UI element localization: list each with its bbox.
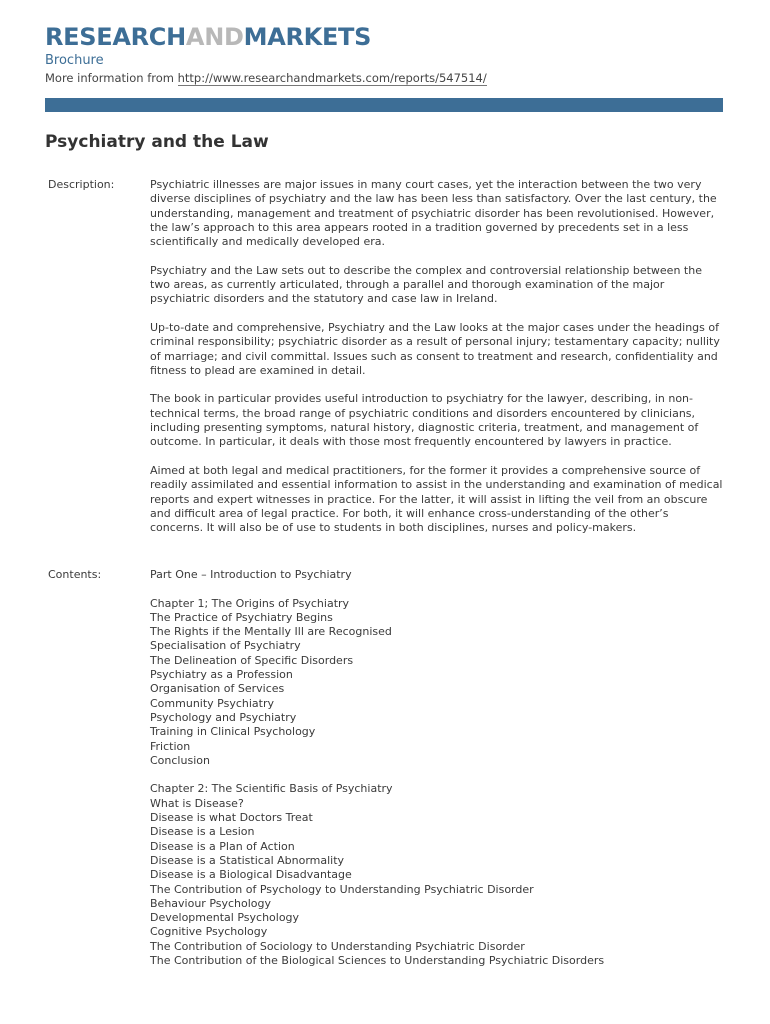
contents-label: Contents:: [48, 568, 102, 581]
more-info-line: [45, 70, 487, 86]
chapter-heading: Chapter 1; The Origins of Psychiatry: [150, 596, 350, 610]
toc-item: What is Disease?: [150, 796, 244, 810]
page-title: Psychiatry and the Law: [45, 132, 269, 152]
contents-list: [150, 568, 725, 968]
report-link[interactable]: http://www.researchandmarkets.com/reports/547514/: [177, 71, 487, 85]
toc-item: Training in Clinical Psychology: [150, 725, 316, 739]
toc-item: Disease is a Plan of Action: [150, 839, 295, 853]
toc-item: Behaviour Psychology: [150, 896, 272, 910]
toc-item: Friction: [150, 739, 191, 753]
toc-item: Disease is a Biological Disadvantage: [150, 868, 352, 882]
description-paragraph: The book in particular provides useful introduction to psychiatry for the lawyer, describing, in non-technical terms, the broad range of psychiatric conditions and disorders encountered by clinicians, including presenting symptoms, natural history, diagnostic criteria, treatment, and management of outcome. In particular, it deals with those most frequently encountered by lawyers in practice.: [150, 392, 699, 449]
logo-research: RESEARCH: [45, 23, 186, 51]
description-paragraph: Psychiatric illnesses are major issues in many court cases, yet the interaction between the two very diverse disciplines of psychiatry and the law has been less than satisfactory. Over the last century, the understanding, management and treatment of psychiatric disorder has been revolutionised. However, the law’s approach to this area appears rooted in a tradition governed by precedents set in a less scientifically and medically developed era.: [150, 178, 717, 249]
logo-markets: MARKETS: [243, 23, 372, 51]
description-paragraph: Up-to-date and comprehensive, Psychiatry and the Law looks at the major cases under the headings of criminal responsibility; psychiatric disorder as a result of personal injury; testamentary capacity; nullity of marriage; and civil committal. Issues such as consent to treatment and research, confidentiality and fitness to plead are examined in detail.: [150, 320, 720, 377]
description-body: [150, 178, 725, 550]
chapter-2-list: [150, 782, 725, 968]
toc-item: The Rights if the Mentally Ill are Recognised: [150, 625, 392, 639]
description-paragraph: Aimed at both legal and medical practitioners, for the former it provides a comprehensive source of readily assimilated and essential information to assist in the understanding and examination of medical reports and expert witnesses in practice. For the latter, it will assist in lifting the veil from an obscure and difficult area of legal practice. For both, it will enhance cross-understanding of the other’s concerns. It will also be of use to students in both disciplines, nurses and policy-makers.: [150, 463, 723, 535]
toc-item: The Practice of Psychiatry Begins: [150, 610, 333, 624]
toc-item: Psychiatry as a Profession: [150, 668, 293, 682]
toc-item: Disease is what Doctors Treat: [150, 811, 313, 825]
toc-item: Psychology and Psychiatry: [150, 710, 297, 724]
toc-item: Community Psychiatry: [150, 696, 275, 710]
toc-item: The Contribution of Sociology to Understanding Psychiatric Disorder: [150, 939, 525, 953]
toc-item: The Contribution of Psychology to Understanding Psychiatric Disorder: [150, 882, 534, 896]
chapter-heading: Chapter 2: The Scientific Basis of Psychiatry: [150, 782, 393, 796]
description-paragraph: Psychiatry and the Law sets out to describe the complex and controversial relationship between the two areas, as currently articulated, through a parallel and thorough examination of the major psychiatric disorders and the statutory and case law in Ireland.: [150, 263, 702, 306]
brand-logo: [45, 22, 371, 52]
logo-and: AND: [185, 23, 244, 51]
toc-item: Specialisation of Psychiatry: [150, 639, 301, 653]
toc-item: The Contribution of the Biological Sciences to Understanding Psychiatric Disorders: [150, 954, 605, 968]
toc-item: Cognitive Psychology: [150, 925, 268, 939]
toc-item: Disease is a Statistical Abnormality: [150, 853, 345, 867]
toc-item: Organisation of Services: [150, 682, 285, 696]
more-info-prefix: More information from: [45, 71, 174, 85]
toc-item: The Delineation of Specific Disorders: [150, 653, 354, 667]
toc-item: Developmental Psychology: [150, 911, 300, 925]
toc-item: Conclusion: [150, 753, 210, 767]
part-heading: Part One – Introduction to Psychiatry: [150, 568, 352, 581]
chapter-1-list: [150, 597, 725, 769]
header-divider-bar: [45, 98, 723, 112]
toc-item: Disease is a Lesion: [150, 825, 255, 839]
description-label: Description:: [48, 178, 115, 191]
brochure-label: Brochure: [45, 53, 104, 68]
